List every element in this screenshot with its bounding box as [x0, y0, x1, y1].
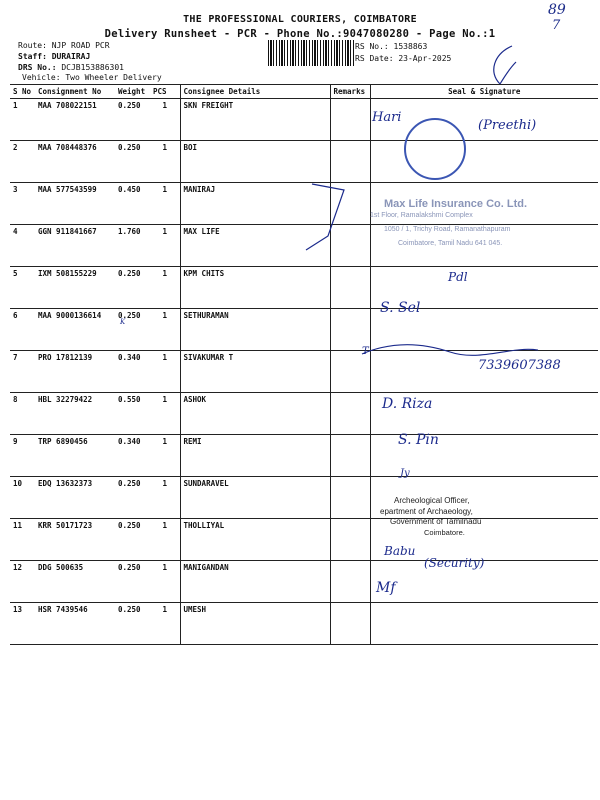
- row-weight: 0.550: [115, 393, 150, 435]
- rs-date-label: RS Date:: [355, 54, 394, 63]
- signature-row-8: D. Riza: [382, 396, 433, 412]
- row-weight: 0.250: [115, 267, 150, 309]
- row-pcs: 1: [150, 393, 180, 435]
- rs-no-line: [355, 41, 427, 52]
- col-pcs: PCS: [150, 85, 180, 99]
- table-row: [10, 435, 598, 477]
- row-consignee: KPM CHITS: [180, 267, 330, 309]
- table-row: [10, 477, 598, 519]
- row-consignment-no: HSR 7439546: [35, 603, 115, 645]
- insurance-stamp-line2: 1050 / 1, Trichy Road, Ramanathapuram: [384, 226, 511, 233]
- row-weight: 0.340: [115, 351, 150, 393]
- row-pcs: 1: [150, 477, 180, 519]
- signature-row-7-initial: T: [362, 346, 369, 357]
- route-value: NJP ROAD PCR: [51, 41, 110, 50]
- row-consignee: THOLLIYAL: [180, 519, 330, 561]
- row-sno: 4: [10, 225, 35, 267]
- row-consignment-no: HBL 32279422: [35, 393, 115, 435]
- col-remarks: Remarks: [330, 85, 370, 99]
- row-consignment-no: EDQ 13632373: [35, 477, 115, 519]
- col-consignee: Consignee Details: [180, 85, 330, 99]
- insurance-stamp-line1: 1st Floor, Ramalakshmi Complex: [370, 212, 473, 219]
- row-consignee: MANIRAJ: [180, 183, 330, 225]
- table-row: [10, 603, 598, 645]
- vehicle-label: Vehicle:: [22, 73, 61, 82]
- handwritten-page-count-bottom: [552, 18, 560, 33]
- table-header-row: [10, 85, 598, 99]
- route-label: Route:: [18, 41, 47, 50]
- page-count-bottom: 7: [552, 18, 561, 33]
- handwritten-scribble: [482, 44, 522, 88]
- row-remarks: [330, 393, 370, 435]
- row-weight: 1.760: [115, 225, 150, 267]
- route-line: [18, 40, 110, 51]
- col-sno: S No: [10, 85, 35, 99]
- row-remarks: [330, 435, 370, 477]
- row-sno: 13: [10, 603, 35, 645]
- insurance-stamp-name: Max Life Insurance Co. Ltd.: [384, 198, 528, 210]
- row-consignee: ASHOK: [180, 393, 330, 435]
- row-sno: 9: [10, 435, 35, 477]
- row-remarks: [330, 99, 370, 141]
- row-pcs: 1: [150, 141, 180, 183]
- row-consignee: MAX LIFE: [180, 225, 330, 267]
- row-pcs: 1: [150, 267, 180, 309]
- row-sno: 10: [10, 477, 35, 519]
- row-remarks: [330, 603, 370, 645]
- row-pcs: 1: [150, 99, 180, 141]
- row-remarks: [330, 519, 370, 561]
- row-consignment-no: MAA 9000136614: [35, 309, 115, 351]
- signature-row-5: Pdl: [448, 270, 468, 284]
- table-row: [10, 519, 598, 561]
- row-consignee: SIVAKUMAR T: [180, 351, 330, 393]
- row-sno: 12: [10, 561, 35, 603]
- row-consignee: MANIGANDAN: [180, 561, 330, 603]
- staff-label: Staff:: [18, 52, 47, 61]
- runsheet-title: Delivery Runsheet - PCR - Phone No.:9047080280 - Page No.:1: [104, 28, 496, 40]
- row-weight: 0.250: [115, 477, 150, 519]
- row-consignment-no: MAA 708022151: [35, 99, 115, 141]
- row-remarks: [330, 477, 370, 519]
- row-seal-signature: [370, 603, 598, 645]
- signature-row-12: Babu: [384, 544, 416, 558]
- drs-label: DRS No.:: [18, 63, 57, 72]
- row-consignment-no: GGN 911841667: [35, 225, 115, 267]
- row-weight: 0.250: [115, 519, 150, 561]
- table-row: [10, 393, 598, 435]
- company-title: THE PROFESSIONAL COURIERS, COIMBATORE: [183, 14, 417, 25]
- staff-value: DURAIRAJ: [51, 52, 91, 61]
- row-weight: 0.450: [115, 183, 150, 225]
- archaeology-seal-line2: epartment of Archaeology,: [380, 507, 473, 516]
- row-consignment-no: MAA 708448376: [35, 141, 115, 183]
- row-consignee: SKN FREIGHT: [180, 99, 330, 141]
- row-pcs: 1: [150, 561, 180, 603]
- row-7-phone-note: 7339607388: [478, 358, 561, 373]
- row-consignment-no: PRO 17812139: [35, 351, 115, 393]
- row-pcs: 1: [150, 603, 180, 645]
- row-weight: 0.340: [115, 435, 150, 477]
- row-consignee: BOI: [180, 141, 330, 183]
- drs-value: DCJB153886301: [61, 63, 124, 72]
- staff-line: [18, 51, 90, 62]
- col-consignment: Consignment No: [35, 85, 115, 99]
- signature-row-9: S. Pin: [398, 432, 439, 448]
- rs-date-value: 23-Apr-2025: [398, 54, 452, 63]
- row-consignee: REMI: [180, 435, 330, 477]
- row-weight: 0.250: [115, 309, 150, 351]
- handwritten-page-count: [548, 2, 566, 18]
- vehicle-value: Two Wheeler Delivery: [65, 73, 162, 82]
- archaeology-seal-line4: Coimbatore.: [424, 528, 465, 537]
- row-consignee: SETHURAMAN: [180, 309, 330, 351]
- col-weight: Weight: [115, 85, 150, 99]
- row-sno: 7: [10, 351, 35, 393]
- signature-row-6: S. Sel: [380, 300, 421, 316]
- row-pcs: 1: [150, 225, 180, 267]
- row-remarks: [330, 561, 370, 603]
- signature-row-13: Mf: [376, 580, 396, 596]
- row-consignment-no: KRR 50171723: [35, 519, 115, 561]
- rs-no-label: RS No.:: [355, 42, 389, 51]
- table-row: [10, 267, 598, 309]
- row-pcs: 1: [150, 183, 180, 225]
- row-sno: 1: [10, 99, 35, 141]
- row-sno: 3: [10, 183, 35, 225]
- signature-row-10: Jy: [400, 468, 410, 479]
- row-pcs: 1: [150, 351, 180, 393]
- row-sno: 11: [10, 519, 35, 561]
- row-sno: 5: [10, 267, 35, 309]
- row-weight: 0.250: [115, 141, 150, 183]
- signature-row-12-note: (Security): [424, 556, 485, 570]
- row-4-tick-mark: [300, 180, 352, 256]
- barcode-image: [268, 40, 354, 66]
- row-sno: 8: [10, 393, 35, 435]
- row-consignment-no: MAA 577543599: [35, 183, 115, 225]
- table-row: [10, 561, 598, 603]
- row-pcs: 1: [150, 519, 180, 561]
- row-consignment-no: IXM 508155229: [35, 267, 115, 309]
- row-6-mark: K: [120, 318, 126, 326]
- row-consignment-no: DDG 500635: [35, 561, 115, 603]
- page-count-top: 89: [548, 2, 566, 18]
- vehicle-line: [22, 72, 162, 83]
- row-consignee: UMESH: [180, 603, 330, 645]
- rs-no-value: 1538863: [393, 42, 428, 51]
- row-weight: 0.250: [115, 561, 150, 603]
- row-consignee: SUNDARAVEL: [180, 477, 330, 519]
- row-pcs: 1: [150, 309, 180, 351]
- row-weight: 0.250: [115, 99, 150, 141]
- archaeology-seal-line3: Government of Tamilnadu: [390, 517, 482, 526]
- row-pcs: 1: [150, 435, 180, 477]
- table-row: [10, 141, 598, 183]
- row-remarks: [330, 267, 370, 309]
- row-weight: 0.250: [115, 603, 150, 645]
- row-sno: 6: [10, 309, 35, 351]
- row-sno: 2: [10, 141, 35, 183]
- archaeology-seal-line1: Archeological Officer,: [394, 496, 470, 505]
- row-consignment-no: TRP 6890456: [35, 435, 115, 477]
- row-remarks: [330, 141, 370, 183]
- signature-row-1: Hari: [372, 110, 402, 125]
- rs-date-line: [355, 53, 451, 64]
- signature-row-1-name: (Preethi): [478, 118, 537, 133]
- col-seal: Seal & Signature: [370, 85, 598, 99]
- circular-seal-stamp: [404, 118, 466, 180]
- insurance-stamp-line3: Coimbatore, Tamil Nadu 641 045.: [398, 240, 503, 247]
